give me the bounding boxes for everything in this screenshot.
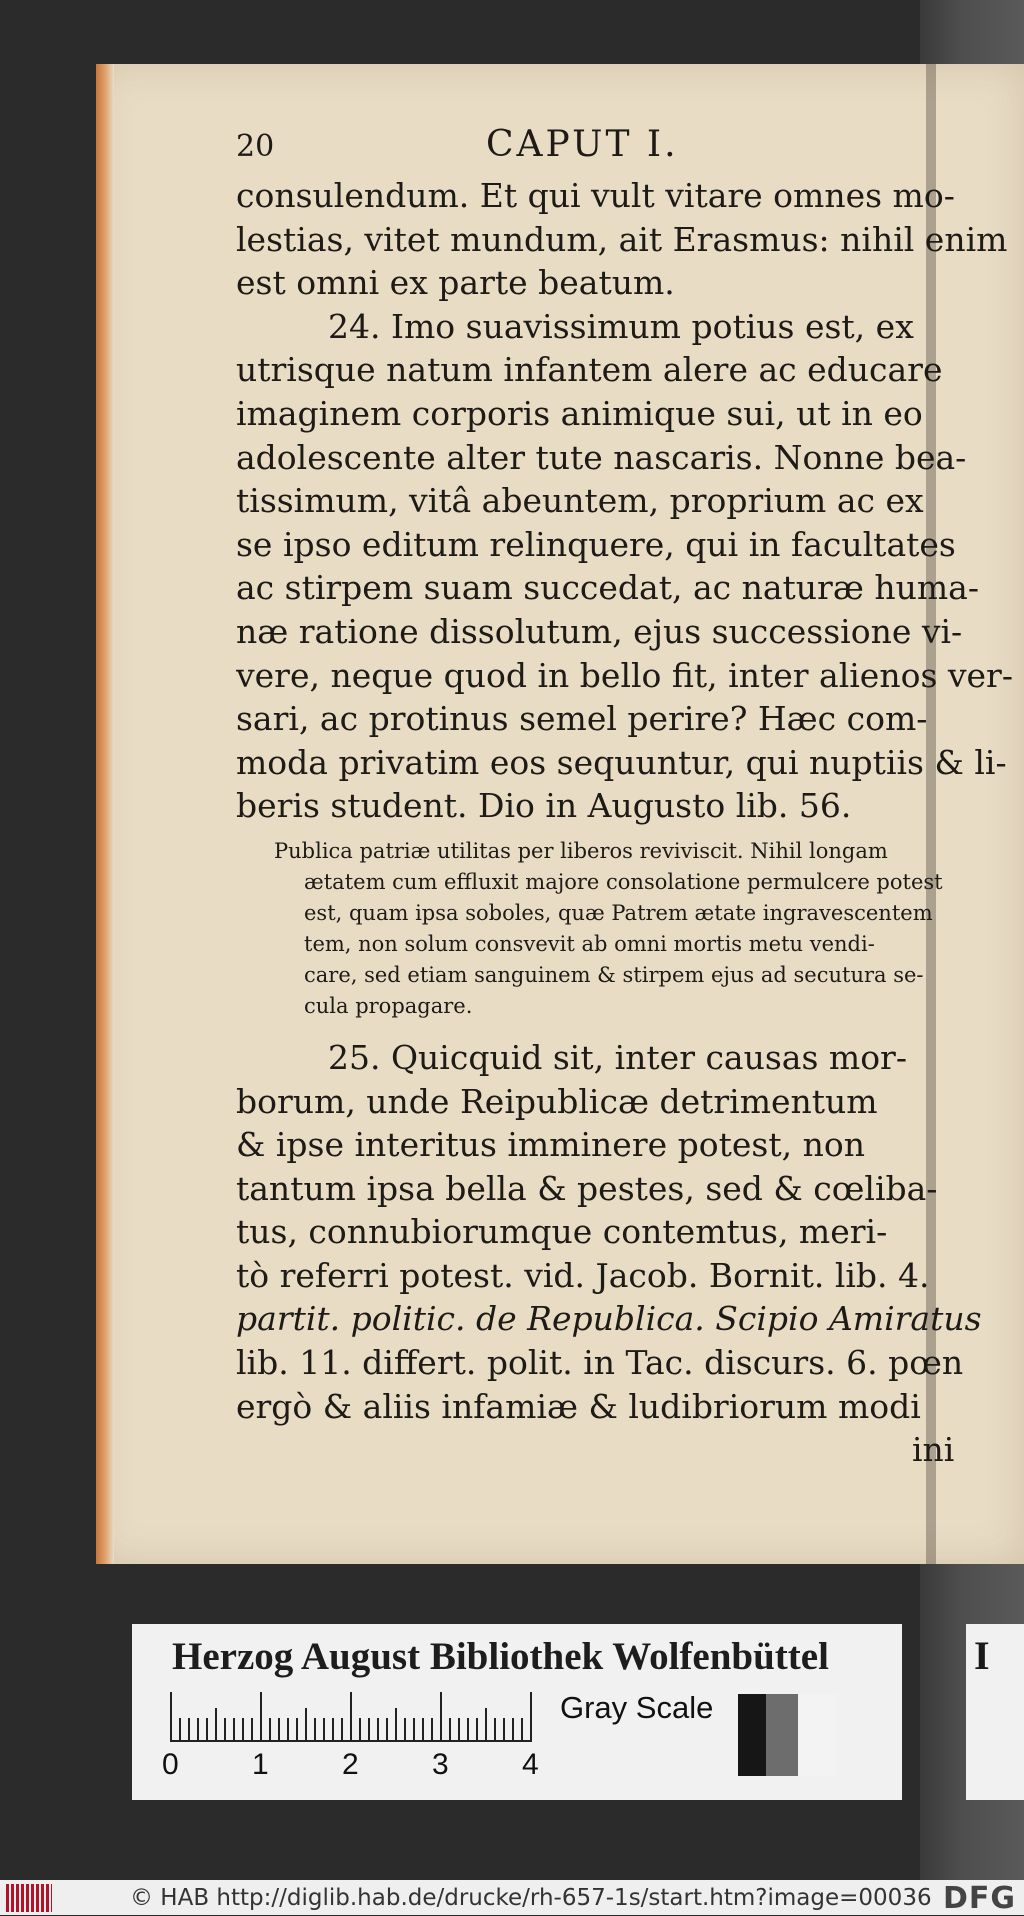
page-header (236, 124, 1021, 174)
ruler-tick (287, 1718, 289, 1742)
ruler-tick (476, 1718, 478, 1742)
ruler-tick (431, 1718, 433, 1742)
ruler-tick (404, 1718, 406, 1742)
text-line: imaginem corporis animique sui, ut in eo (236, 393, 923, 433)
note-line: ætatem cum effluxit majore consolatione permulcere potest (304, 869, 943, 894)
page-number: 20 (236, 129, 275, 164)
ruler-tick (197, 1718, 199, 1742)
gray-swatches (738, 1694, 836, 1776)
gray-scale-label: Gray Scale (560, 1690, 714, 1725)
ruler-tick (233, 1718, 235, 1742)
note-line: care, sed etiam sanguinem & stirpem ejus ad secutura se- (304, 962, 924, 987)
text-line: utrisque natum infantem alere ac educare (236, 350, 943, 390)
ruler-tick (530, 1692, 532, 1742)
ruler-tick (503, 1718, 505, 1742)
swatch-gray (766, 1694, 798, 1776)
text-line: ac stirpem suam succedat, ac naturæ huma- (236, 568, 979, 608)
ruler-tick (332, 1718, 334, 1742)
text-line: ergò & aliis infamiæ & ludibriorum modi (236, 1386, 921, 1426)
text-line: lestias, vitet mundum, ait Erasmus: nihil enim (236, 219, 1008, 259)
text-line: se ipso editum relinquere, qui in facultates (236, 524, 956, 564)
running-head: CAPUT I. (486, 124, 679, 165)
ruler-scale (170, 1692, 530, 1742)
ruler-tick (278, 1718, 280, 1742)
note-line: cula propagare. (304, 993, 473, 1018)
text-line: vere, neque quod in bello fit, inter alienos ver- (236, 655, 1013, 695)
ruler-tick (521, 1718, 523, 1742)
page-text (236, 124, 1021, 1472)
ruler-tick (350, 1692, 352, 1742)
ruler-tick (215, 1708, 217, 1742)
ruler-tick (188, 1718, 190, 1742)
body-text-block-2 (236, 1036, 1021, 1472)
note-line: est, quam ipsa soboles, quæ Patrem ætate ingravescentem (304, 900, 933, 925)
hab-logo-icon (6, 1884, 52, 1912)
ruler-tick (395, 1708, 397, 1742)
ruler-tick (359, 1718, 361, 1742)
ruler-tick (224, 1718, 226, 1742)
ruler-tick (494, 1718, 496, 1742)
partial-label: I (974, 1633, 990, 1678)
text-line: tantum ipsa bella & pestes, sed & cœliba- (236, 1168, 938, 1208)
ruler-tick (179, 1718, 181, 1742)
text-line: 24. Imo suavissimum potius est, ex (328, 306, 914, 346)
ruler-tick (467, 1718, 469, 1742)
scale-number: 1 (252, 1748, 269, 1781)
note-line: Publica patriæ utilitas per liberos reviviscit. Nihil longam (274, 838, 888, 863)
ruler-tick (323, 1718, 325, 1742)
scale-number: 2 (342, 1748, 359, 1781)
text-line: tò referri potest. vid. Jacob. Bornit. lib. 4. (236, 1255, 930, 1295)
ruler-tick (386, 1718, 388, 1742)
text-line: borum, unde Reipublicæ detrimentum (236, 1081, 878, 1121)
scale-number: 3 (432, 1748, 449, 1781)
ruler-tick (449, 1718, 451, 1742)
text-line: partit. politic. de Republica. Scipio Amiratus (236, 1299, 982, 1339)
ruler-tick (260, 1692, 262, 1742)
ruler-tick (206, 1718, 208, 1742)
ruler-tick (296, 1718, 298, 1742)
text-line: næ ratione dissolutum, ejus successione vi- (236, 611, 963, 651)
text-line: lib. 11. differt. polit. in Tac. discurs. 6. pœn (236, 1343, 964, 1383)
color-target-partial (966, 1624, 1024, 1800)
ruler-tick (485, 1708, 487, 1742)
ruler-tick (422, 1718, 424, 1742)
dfg-logo: DFG (942, 1881, 1016, 1916)
text-line: adolescente alter tute nascaris. Nonne bea- (236, 437, 967, 477)
ruler-tick (269, 1718, 271, 1742)
ruler-tick (242, 1718, 244, 1742)
ruler-tick (170, 1692, 172, 1742)
scale-number: 4 (522, 1748, 539, 1781)
note-line: tem, non solum consvevit ab omni mortis metu vendi- (304, 931, 875, 956)
footer-bar (0, 1880, 1024, 1915)
text-line: & ipse interitus imminere potest, non (236, 1125, 865, 1165)
text-line: sari, ac protinus semel perire? Hæc com- (236, 699, 928, 739)
swatch-white (798, 1694, 836, 1776)
library-name: Herzog August Bibliothek Wolfenbüttel (172, 1635, 829, 1678)
text-line: moda privatim eos sequuntur, qui nuptiis & li- (236, 742, 1007, 782)
ruler-tick (305, 1708, 307, 1742)
marginal-note (236, 836, 1021, 1022)
swatch-black (738, 1694, 766, 1776)
ruler-tick (413, 1718, 415, 1742)
ruler-tick (440, 1692, 442, 1742)
footer-url[interactable]: © HAB http://diglib.hab.de/drucke/rh-657-1s/start.htm?image=00036 (130, 1884, 932, 1911)
ruler-tick (314, 1718, 316, 1742)
text-line: consulendum. Et qui vult vitare omnes mo- (236, 176, 955, 215)
text-line: beris student. Dio in Augusto lib. 56. (236, 786, 852, 826)
color-target (132, 1624, 902, 1800)
ruler-tick (368, 1718, 370, 1742)
scale-number: 0 (162, 1748, 179, 1781)
page-edge (96, 64, 114, 1564)
ruler-tick (251, 1718, 253, 1742)
text-line: est omni ex parte beatum. (236, 263, 675, 303)
ruler-tick (512, 1718, 514, 1742)
ruler-tick (458, 1718, 460, 1742)
body-text-block-1 (236, 174, 1021, 828)
text-line: ini (912, 1430, 955, 1470)
text-line: tus, connubiorumque contemtus, meri- (236, 1212, 888, 1252)
ruler-tick (341, 1718, 343, 1742)
text-line: 25. Quicquid sit, inter causas mor- (328, 1037, 907, 1077)
text-line: tissimum, vitâ abeuntem, proprium ac ex (236, 481, 924, 521)
ruler-tick (377, 1718, 379, 1742)
